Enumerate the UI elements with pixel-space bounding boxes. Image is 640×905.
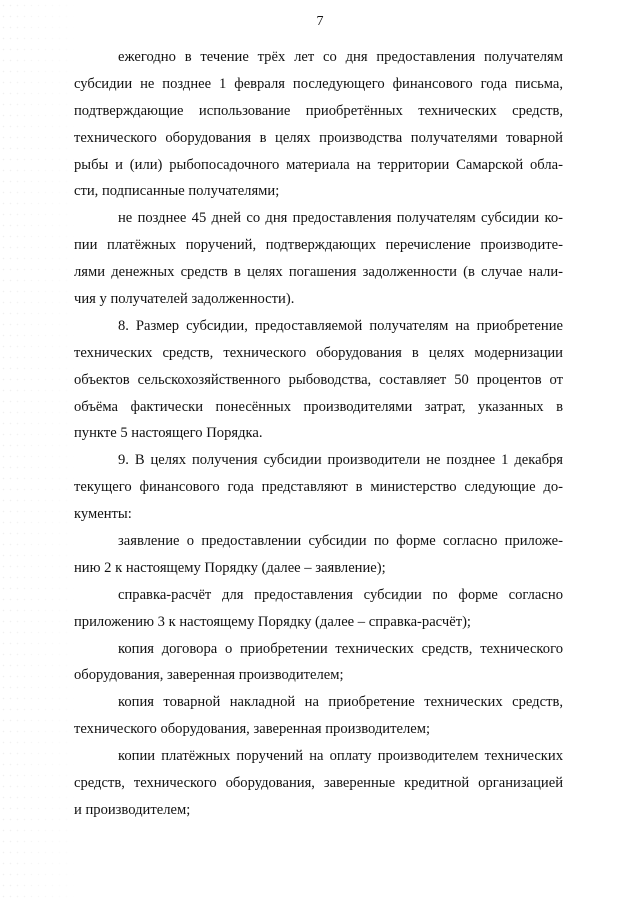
text-line: кументы: [74, 506, 132, 523]
text-line: субсидии не позднее 1 февраля последующего финансового года письма, [74, 75, 563, 92]
text-line: текущего финансового года представляют в министерство следующие до- [74, 479, 563, 496]
text-line: оборудования, заверенная производителем; [74, 667, 344, 684]
text-line: копия товарной накладной на приобретение технических средств, [118, 694, 563, 711]
text-line: чия у получателей задолженности). [74, 291, 295, 308]
scan-edge-noise [0, 0, 80, 905]
page-number: 7 [316, 14, 324, 29]
text-line: справка-расчёт для предоставления субсидии по форме согласно [118, 586, 563, 603]
text-line: и производителем; [74, 801, 191, 818]
text-line: 8. Размер субсидии, предоставляемой получателям на приобретение [118, 317, 563, 334]
text-line: копия договора о приобретении технических средств, технического [118, 640, 563, 657]
text-line: заявление о предоставлении субсидии по форме согласно приложе- [118, 533, 563, 550]
text-line: нию 2 к настоящему Порядку (далее – заявление); [74, 559, 386, 576]
document-body [74, 44, 563, 824]
text-line: технического оборудования, заверенная производителем; [74, 721, 431, 738]
text-line: сти, подписанные получателями; [74, 183, 280, 200]
text-line: приложению 3 к настоящему Порядку (далее – справка-расчёт); [74, 613, 471, 630]
text-line: объектов сельскохозяйственного рыбоводства, составляет 50 процентов от [74, 371, 563, 388]
text-line: пии платёжных поручений, подтверждающих перечисление производите- [74, 237, 563, 254]
text-line: не позднее 45 дней со дня предоставления получателям субсидии ко- [118, 210, 563, 227]
text-line: копии платёжных поручений на оплату производителем технических [118, 748, 563, 765]
text-line: лями денежных средств в целях погашения задолженности (в случае нали- [74, 264, 563, 281]
text-line: объёма фактически понесённых производителями затрат, указанных в [74, 398, 563, 415]
text-line: ежегодно в течение трёх лет со дня предоставления получателям [118, 49, 563, 65]
text-line: технических средств, технического оборудования в целях модернизации [74, 344, 563, 361]
text-line: технического оборудования в целях производства получателями товарной [74, 129, 563, 146]
text-line: пункте 5 настоящего Порядка. [74, 425, 263, 442]
text-line: рыбы и (или) рыбопосадочного материала на территории Самарской обла- [74, 156, 563, 173]
text-line: средств, технического оборудования, заверенные кредитной организацией [74, 775, 563, 792]
text-line: 9. В целях получения субсидии производители не позднее 1 декабря [118, 452, 563, 469]
text-line: подтверждающие использование приобретённых технических средств, [74, 102, 563, 119]
